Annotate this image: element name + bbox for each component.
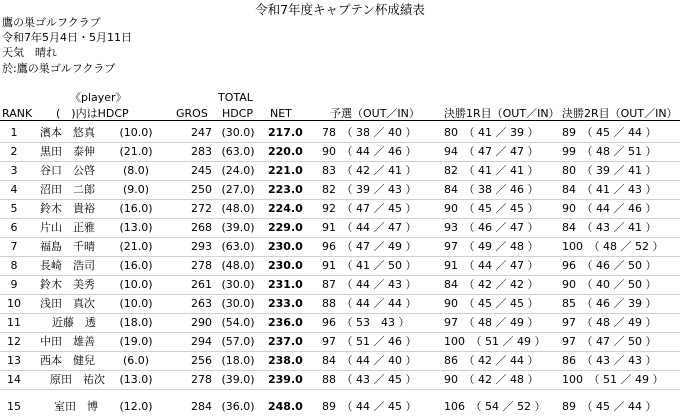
final-round2-score: 97 （ 47 ／ 50 ） [562, 335, 657, 348]
table-row [0, 295, 680, 314]
player-name: 中田 雄善 [40, 335, 95, 348]
net-cell: 220.0 [268, 145, 303, 158]
final-round2-score: 89 （ 45 ／ 44 ） [562, 400, 657, 413]
table-row [0, 181, 680, 200]
player-hdcp: (21.0) [119, 240, 153, 253]
player-hdcp: (18.0) [119, 316, 153, 329]
total-hdcp-cell: (30.0) [221, 126, 255, 139]
total-hdcp-cell: (18.0) [221, 354, 255, 367]
net-cell: 238.0 [268, 354, 303, 367]
net-cell: 239.0 [268, 373, 303, 386]
final-round1-score: 90 （ 42 ／ 48 ） [444, 373, 539, 386]
final-round1-score: 91 （ 44 ／ 47 ） [444, 259, 539, 272]
gros-cell: 247 [191, 126, 212, 139]
qualifying-score: 78 （ 38 ／ 40 ） [322, 126, 417, 139]
header-qualifying: 予選（OUT／IN） [330, 107, 420, 120]
gros-cell: 263 [191, 297, 212, 310]
gros-cell: 278 [191, 259, 212, 272]
final-round1-score: 90 （ 45 ／ 45 ） [444, 297, 539, 310]
header-total: TOTAL [218, 91, 253, 104]
table-row [0, 200, 680, 219]
player-hdcp: (13.0) [119, 373, 153, 386]
net-cell: 217.0 [268, 126, 303, 139]
gros-cell: 290 [191, 316, 212, 329]
player-name: 鈴木 美秀 [40, 278, 95, 291]
qualifying-score: 82 （ 39 ／ 43 ） [322, 183, 417, 196]
player-name: 濱本 悠真 [40, 126, 95, 139]
final-round1-score: 93 （ 46 ／ 47 ） [444, 221, 539, 234]
player-hdcp: (10.0) [119, 126, 153, 139]
rank-cell: 8 [10, 259, 18, 272]
net-cell: 237.0 [268, 335, 303, 348]
table-row [0, 257, 680, 276]
final-round2-score: 100 （ 51 ／ 49 ） [562, 373, 664, 386]
player-name: 片山 正雅 [40, 221, 95, 234]
net-cell: 248.0 [268, 400, 303, 413]
table-row [0, 333, 680, 352]
total-hdcp-cell: (30.0) [221, 278, 255, 291]
rank-cell: 15 [7, 400, 21, 413]
table-row [0, 162, 680, 181]
final-round2-score: 97 （ 48 ／ 49 ） [562, 316, 657, 329]
rank-cell: 3 [10, 164, 18, 177]
final-round2-score: 89 （ 45 ／ 44 ） [562, 126, 657, 139]
gros-cell: 268 [191, 221, 212, 234]
rank-cell: 12 [7, 335, 21, 348]
gros-cell: 256 [191, 354, 212, 367]
net-cell: 231.0 [268, 278, 303, 291]
player-name: 原田 祐次 [50, 373, 105, 386]
player-name: 西本 健兒 [40, 354, 95, 367]
table-row [0, 352, 680, 371]
header-player: 《player》 [70, 91, 127, 104]
rank-cell: 14 [7, 373, 21, 386]
total-hdcp-cell: (24.0) [221, 164, 255, 177]
final-round1-score: 86 （ 42 ／ 44 ） [444, 354, 539, 367]
gros-cell: 245 [191, 164, 212, 177]
net-cell: 223.0 [268, 183, 303, 196]
player-name: 室田 博 [54, 400, 98, 413]
qualifying-score: 90 （ 44 ／ 46 ） [322, 145, 417, 158]
player-hdcp: (12.0) [119, 400, 153, 413]
header-final-round1: 決勝1R目（OUT／IN） [444, 107, 560, 120]
total-hdcp-cell: (57.0) [221, 335, 255, 348]
event-dates: 令和7年5月4日・5月11日 [2, 31, 132, 44]
net-cell: 229.0 [268, 221, 303, 234]
table-row [0, 371, 680, 390]
header-player-sub: ( )内はHDCP [56, 107, 129, 120]
gros-cell: 261 [191, 278, 212, 291]
final-round1-score: 84 （ 42 ／ 42 ） [444, 278, 539, 291]
player-hdcp: (6.0) [122, 354, 150, 367]
net-cell: 230.0 [268, 259, 303, 272]
header-rank: RANK [2, 107, 33, 120]
total-hdcp-cell: (39.0) [221, 221, 255, 234]
final-round1-score: 97 （ 49 ／ 48 ） [444, 240, 539, 253]
net-cell: 224.0 [268, 202, 303, 215]
player-hdcp: (19.0) [119, 335, 153, 348]
final-round1-score: 82 （ 41 ／ 41 ） [444, 164, 539, 177]
total-hdcp-cell: (54.0) [221, 316, 255, 329]
net-cell: 233.0 [268, 297, 303, 310]
rank-cell: 4 [10, 183, 18, 196]
player-hdcp: (16.0) [119, 202, 153, 215]
final-round2-score: 84 （ 41 ／ 43 ） [562, 183, 657, 196]
total-hdcp-cell: (27.0) [221, 183, 255, 196]
qualifying-score: 88 （ 43 ／ 45 ） [322, 373, 417, 386]
gros-cell: 294 [191, 335, 212, 348]
player-hdcp: (10.0) [119, 278, 153, 291]
player-name: 沼田 二郎 [40, 183, 95, 196]
qualifying-score: 96 （ 47 ／ 49 ） [322, 240, 417, 253]
gros-cell: 284 [191, 400, 212, 413]
qualifying-score: 84 （ 44 ／ 40 ） [322, 354, 417, 367]
header-gros: GROS [176, 107, 208, 120]
final-round1-score: 106 （ 54 ／ 52 ） [444, 400, 546, 413]
net-cell: 221.0 [268, 164, 303, 177]
qualifying-score: 92 （ 47 ／ 45 ） [322, 202, 417, 215]
rank-cell: 10 [7, 297, 21, 310]
gros-cell: 250 [191, 183, 212, 196]
qualifying-score: 91 （ 44 ／ 47 ） [322, 221, 417, 234]
header-net: NET [270, 107, 292, 120]
total-hdcp-cell: (36.0) [221, 400, 255, 413]
table-row [0, 124, 680, 143]
rank-cell: 2 [10, 145, 18, 158]
table-row [0, 238, 680, 257]
table-row [0, 314, 680, 333]
player-name: 浅田 真次 [40, 297, 95, 310]
final-round1-score: 97 （ 48 ／ 49 ） [444, 316, 539, 329]
total-hdcp-cell: (39.0) [221, 373, 255, 386]
gros-cell: 272 [191, 202, 212, 215]
final-round1-score: 90 （ 45 ／ 45 ） [444, 202, 539, 215]
qualifying-score: 91 （ 41 ／ 50 ） [322, 259, 417, 272]
table-row [0, 398, 680, 417]
final-round1-score: 84 （ 38 ／ 46 ） [444, 183, 539, 196]
qualifying-score: 89 （ 44 ／ 45 ） [322, 400, 417, 413]
final-round2-score: 85 （ 46 ／ 39 ） [562, 297, 657, 310]
player-hdcp: (21.0) [119, 145, 153, 158]
player-hdcp: (9.0) [122, 183, 150, 196]
player-name: 近藤 透 [52, 316, 96, 329]
table-row [0, 276, 680, 295]
rank-cell: 6 [10, 221, 18, 234]
final-round2-score: 90 （ 44 ／ 46 ） [562, 202, 657, 215]
table-row [0, 143, 680, 162]
player-hdcp: (10.0) [119, 297, 153, 310]
qualifying-score: 88 （ 44 ／ 44 ） [322, 297, 417, 310]
final-round1-score: 94 （ 47 ／ 47 ） [444, 145, 539, 158]
player-hdcp: (8.0) [122, 164, 150, 177]
total-hdcp-cell: (63.0) [221, 145, 255, 158]
gros-cell: 293 [191, 240, 212, 253]
rank-cell: 9 [10, 278, 18, 291]
qualifying-score: 97 （ 51 ／ 46 ） [322, 335, 417, 348]
gros-cell: 283 [191, 145, 212, 158]
rank-cell: 13 [7, 354, 21, 367]
final-round2-score: 96 （ 46 ／ 50 ） [562, 259, 657, 272]
total-hdcp-cell: (48.0) [221, 202, 255, 215]
player-name: 鈴木 貴裕 [40, 202, 95, 215]
player-name: 福島 千晴 [40, 240, 95, 253]
final-round2-score: 90 （ 40 ／ 50 ） [562, 278, 657, 291]
total-hdcp-cell: (48.0) [221, 259, 255, 272]
rank-cell: 7 [10, 240, 18, 253]
final-round2-score: 86 （ 43 ／ 43 ） [562, 354, 657, 367]
player-name: 長崎 浩司 [40, 259, 95, 272]
weather: 天気 晴れ [2, 46, 57, 59]
venue: 於:鷹の巣ゴルフクラブ [2, 62, 116, 75]
qualifying-score: 96 （ 53 43 ） [322, 316, 410, 329]
final-round2-score: 80 （ 39 ／ 41 ） [562, 164, 657, 177]
gros-cell: 278 [191, 373, 212, 386]
table-row [0, 219, 680, 238]
final-round2-score: 99 （ 48 ／ 51 ） [562, 145, 657, 158]
net-cell: 230.0 [268, 240, 303, 253]
player-hdcp: (16.0) [119, 259, 153, 272]
player-name: 谷口 公啓 [40, 164, 95, 177]
club-name: 鷹の巣ゴルフクラブ [2, 16, 101, 29]
net-cell: 236.0 [268, 316, 303, 329]
qualifying-score: 83 （ 42 ／ 41 ） [322, 164, 417, 177]
final-round1-score: 100 （ 51 ／ 49 ） [444, 335, 546, 348]
player-name: 黒田 泰伸 [40, 145, 95, 158]
final-round2-score: 84 （ 43 ／ 41 ） [562, 221, 657, 234]
rank-cell: 5 [10, 202, 18, 215]
header-hdcp: HDCP [222, 107, 254, 120]
total-hdcp-cell: (30.0) [221, 297, 255, 310]
rank-cell: 11 [7, 316, 21, 329]
player-hdcp: (13.0) [119, 221, 153, 234]
rank-cell: 1 [10, 126, 18, 139]
header-final-round2: 決勝2R目（OUT／IN） [562, 107, 678, 120]
row-divider [0, 389, 680, 390]
final-round2-score: 100 （ 48 ／ 52 ） [562, 240, 664, 253]
qualifying-score: 87 （ 44 ／ 43 ） [322, 278, 417, 291]
header-divider [0, 120, 680, 121]
final-round1-score: 80 （ 41 ／ 39 ） [444, 126, 539, 139]
page-title: 令和7年度キャプテン杯成績表 [255, 2, 425, 17]
total-hdcp-cell: (63.0) [221, 240, 255, 253]
